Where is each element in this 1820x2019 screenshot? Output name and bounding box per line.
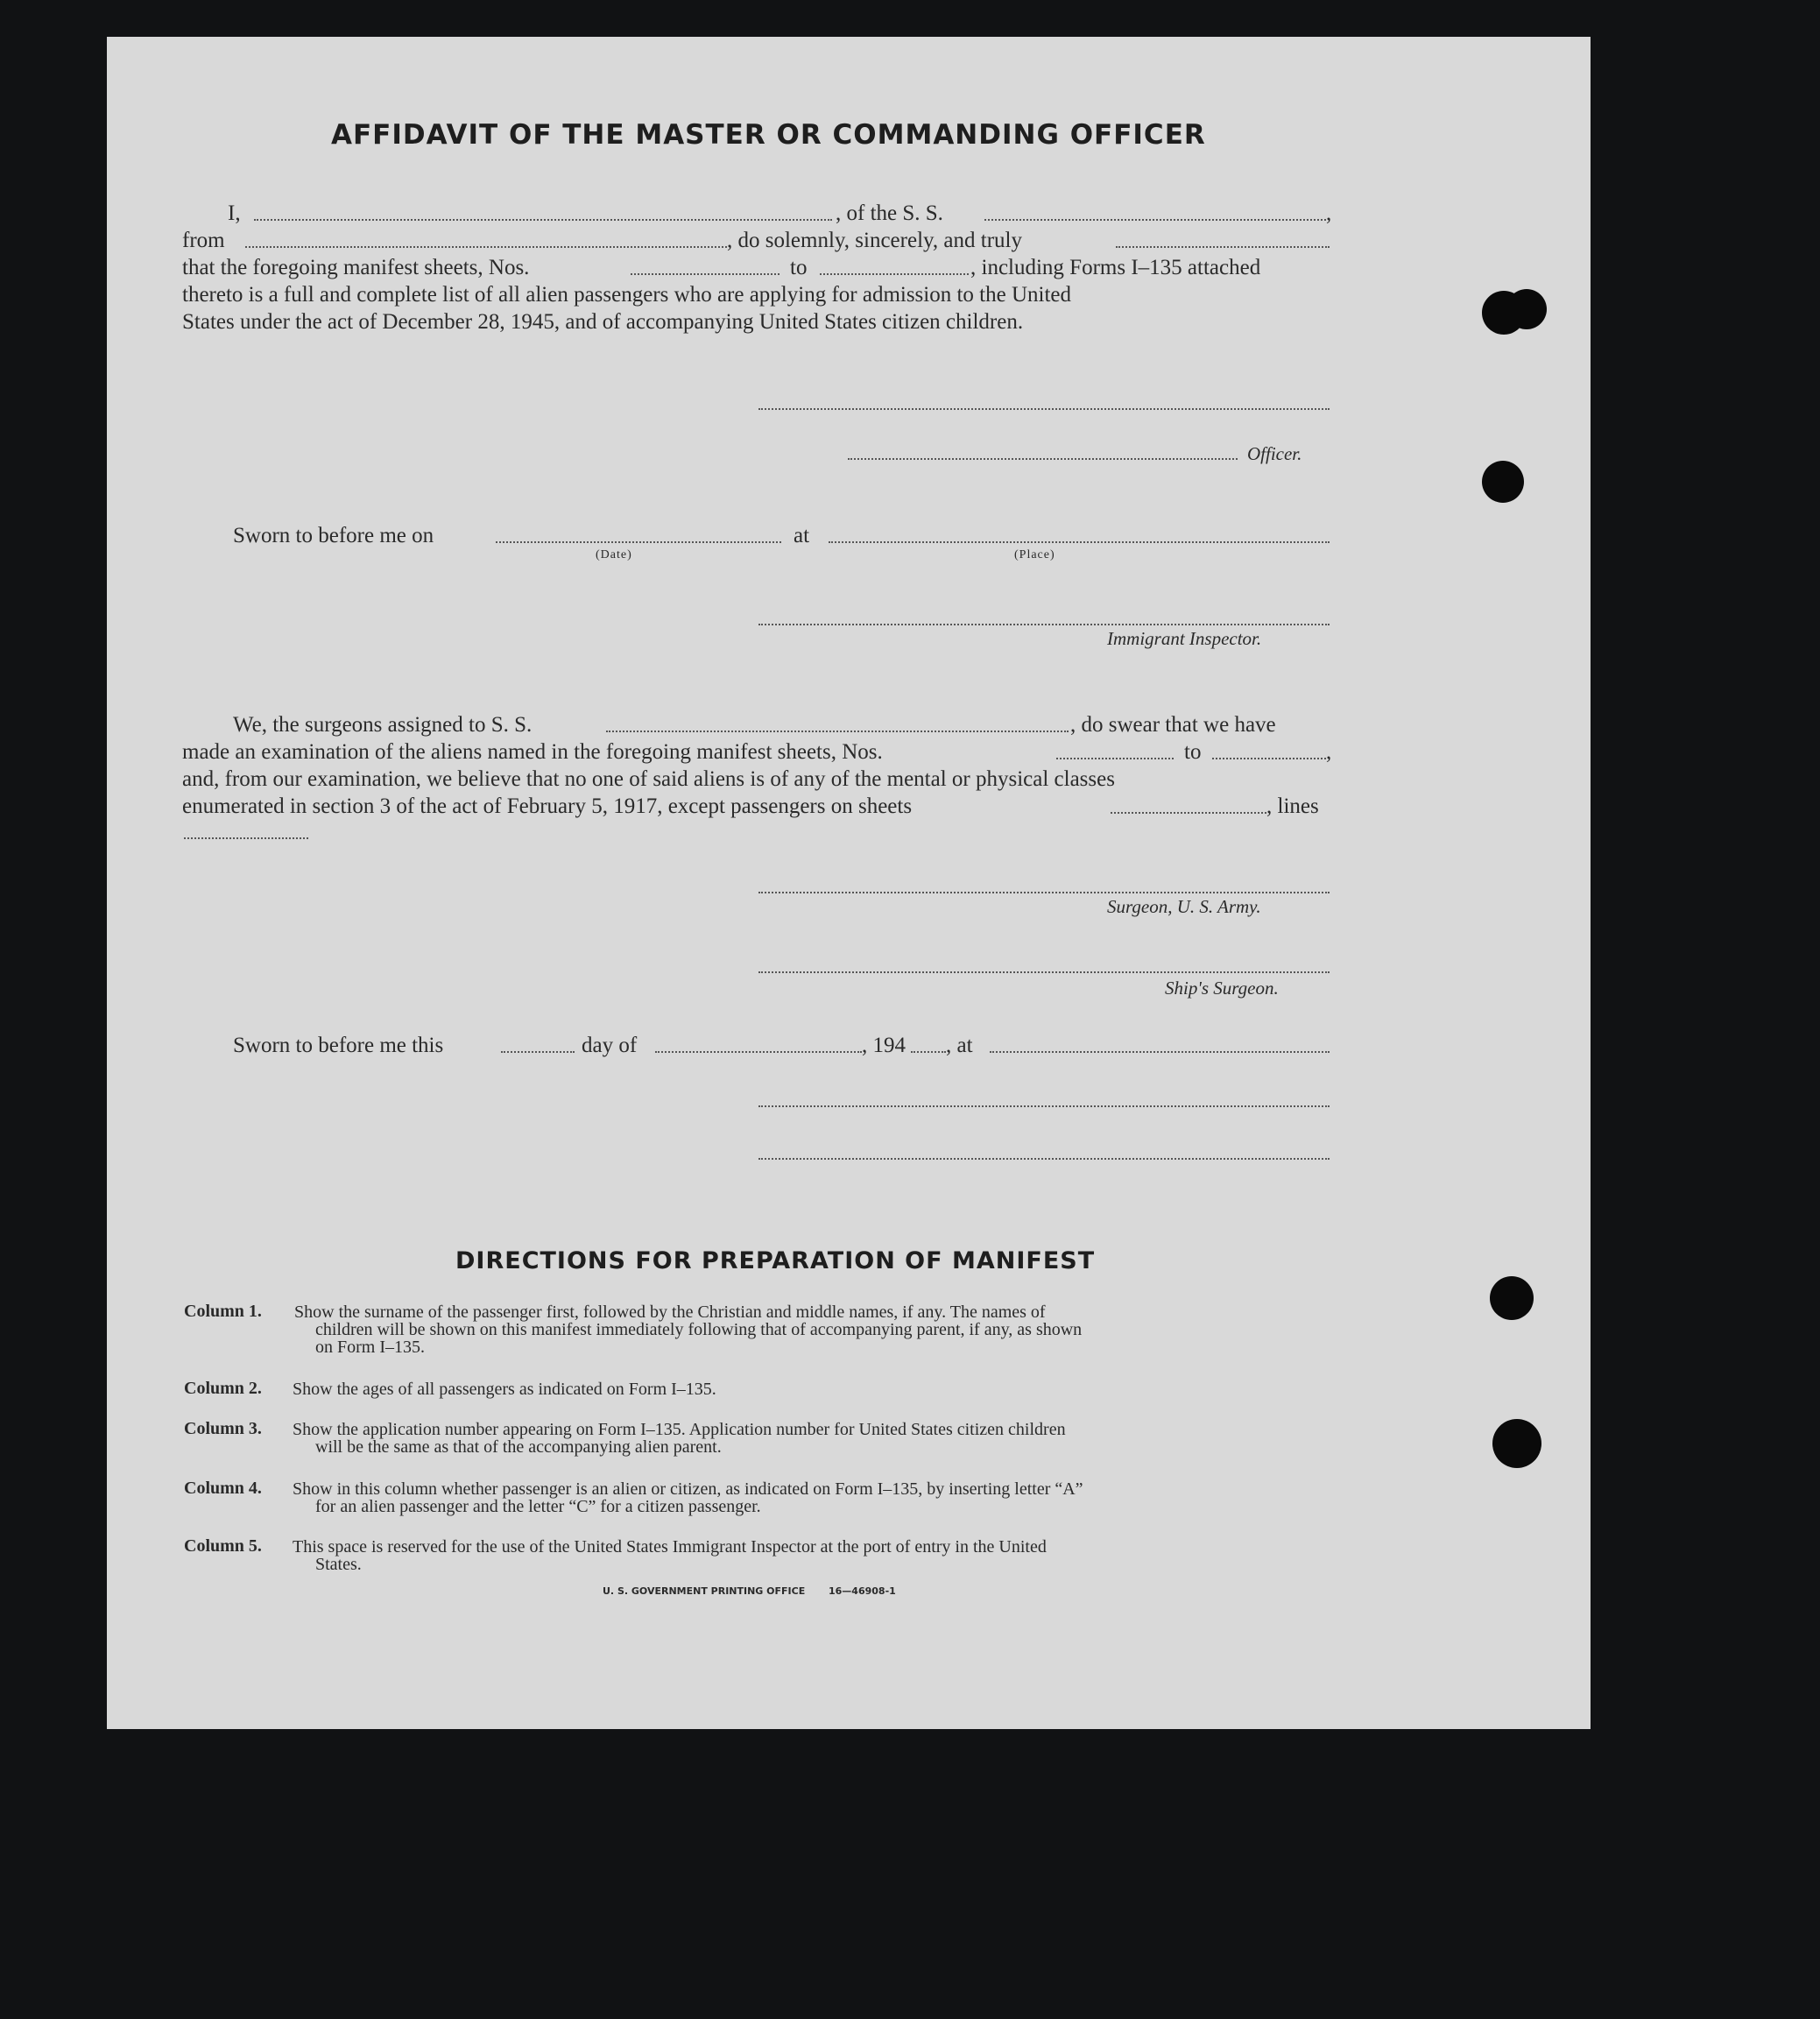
- signature-line: [758, 624, 1330, 625]
- direction-text: on Form I–135.: [315, 1338, 425, 1357]
- directions-title: DIRECTIONS FOR PREPARATION OF MANIFEST: [455, 1247, 1096, 1274]
- ship-name-blank: [606, 731, 1069, 732]
- sheets-blank: [1111, 812, 1266, 814]
- sworn-text: , 194: [862, 1034, 906, 1057]
- signature-line: [758, 408, 1330, 410]
- affidavit-text: I,: [228, 201, 241, 225]
- form-number: 16—46908-1: [829, 1585, 896, 1597]
- printer-imprint: U. S. GOVERNMENT PRINTING OFFICE: [603, 1585, 806, 1597]
- punch-hole: [1482, 461, 1524, 503]
- place-blank: [990, 1051, 1330, 1053]
- port-blank: [245, 246, 727, 248]
- surgeon-text: made an examination of the aliens named in the foregoing manifest sheets, Nos.: [182, 740, 883, 764]
- direction-text: will be the same as that of the accompanying alien parent.: [315, 1437, 722, 1457]
- signature-line: [758, 971, 1330, 973]
- surgeon-text: ,: [1326, 740, 1332, 764]
- affidavit-text: that the foregoing manifest sheets, Nos.: [182, 256, 530, 279]
- signature-line: [758, 1158, 1330, 1160]
- column-label: Column 5.: [184, 1536, 262, 1556]
- sworn-text: Sworn to before me on: [233, 524, 434, 547]
- affidavit-text: from: [182, 229, 225, 252]
- punch-hole: [1506, 289, 1547, 329]
- affidavit-text: States under the act of December 28, 1945, and of accompanying United States citizen children.: [182, 310, 1024, 334]
- column-label: Column 1.: [184, 1302, 262, 1321]
- surgeon-text: We, the surgeons assigned to S. S.: [233, 713, 533, 737]
- affidavit-text: to: [790, 256, 808, 279]
- surgeon-text: , do swear that we have: [1070, 713, 1276, 737]
- army-surgeon-label: Surgeon, U. S. Army.: [1107, 896, 1261, 917]
- place-caption: (Place): [1014, 548, 1055, 561]
- name-blank: [254, 219, 832, 221]
- column-label: Column 3.: [184, 1419, 262, 1438]
- direction-text: This space is reserved for the use of the United States Immigrant Inspector at the port of entry in the United: [293, 1537, 1047, 1557]
- ship-name-blank: [984, 219, 1326, 221]
- column-label: Column 4.: [184, 1479, 262, 1498]
- sworn-text: day of: [582, 1034, 638, 1057]
- surgeon-text: , lines: [1266, 794, 1319, 818]
- affidavit-text: , do solemnly, sincerely, and truly: [727, 229, 1022, 252]
- sheet-from-blank: [1056, 758, 1174, 759]
- sworn-text: at: [794, 524, 810, 547]
- punch-hole: [1490, 1276, 1534, 1320]
- sworn-text: Sworn to before me this: [233, 1034, 444, 1057]
- place-blank: [829, 541, 1330, 543]
- year-blank: [911, 1051, 946, 1053]
- blank: [1116, 246, 1330, 248]
- signature-line: [758, 1105, 1330, 1107]
- sheet-to-blank: [1212, 758, 1326, 759]
- lines-blank: [184, 837, 308, 839]
- sworn-text: , at: [946, 1034, 973, 1057]
- affidavit-text: , including Forms I–135 attached: [970, 256, 1261, 279]
- sheet-from-blank: [631, 273, 779, 275]
- affidavit-text: , of the S. S.: [836, 201, 943, 225]
- officer-label: Officer.: [1247, 443, 1302, 464]
- punch-hole: [1492, 1419, 1541, 1468]
- ship-surgeon-label: Ship's Surgeon.: [1165, 978, 1279, 999]
- affidavit-text: thereto is a full and complete list of all alien passengers who are applying for admission to the United: [182, 283, 1072, 307]
- affidavit-text: ,: [1326, 201, 1332, 225]
- signature-line: [758, 892, 1330, 893]
- surgeon-text: to: [1184, 740, 1202, 764]
- direction-text: Show in this column whether passenger is an alien or citizen, as indicated on Form I–135, by inserting letter “A”: [293, 1479, 1083, 1499]
- affidavit-title: AFFIDAVIT OF THE MASTER OR COMMANDING OFFICER: [331, 119, 1206, 151]
- direction-text: children will be shown on this manifest immediately following that of accompanying parent, if any, as shown: [315, 1320, 1083, 1339]
- date-caption: (Date): [596, 548, 632, 561]
- surgeon-text: and, from our examination, we believe that no one of said aliens is of any of the mental or physical classes: [182, 767, 1115, 791]
- date-blank: [496, 541, 781, 543]
- direction-text: for an alien passenger and the letter “C” for a citizen passenger.: [315, 1497, 761, 1516]
- day-blank: [501, 1051, 575, 1053]
- direction-text: Show the application number appearing on Form I–135. Application number for United States citizen children: [293, 1420, 1066, 1439]
- column-label: Column 2.: [184, 1379, 262, 1398]
- surgeon-text: enumerated in section 3 of the act of February 5, 1917, except passengers on sheets: [182, 794, 913, 818]
- month-blank: [655, 1051, 862, 1053]
- inspector-label: Immigrant Inspector.: [1107, 628, 1262, 649]
- direction-text: Show the surname of the passenger first, followed by the Christian and middle names, if any. The names of: [294, 1302, 1046, 1322]
- direction-text: Show the ages of all passengers as indicated on Form I–135.: [293, 1380, 716, 1399]
- direction-text: States.: [315, 1555, 362, 1574]
- sheet-to-blank: [820, 273, 969, 275]
- signature-line: [848, 458, 1238, 460]
